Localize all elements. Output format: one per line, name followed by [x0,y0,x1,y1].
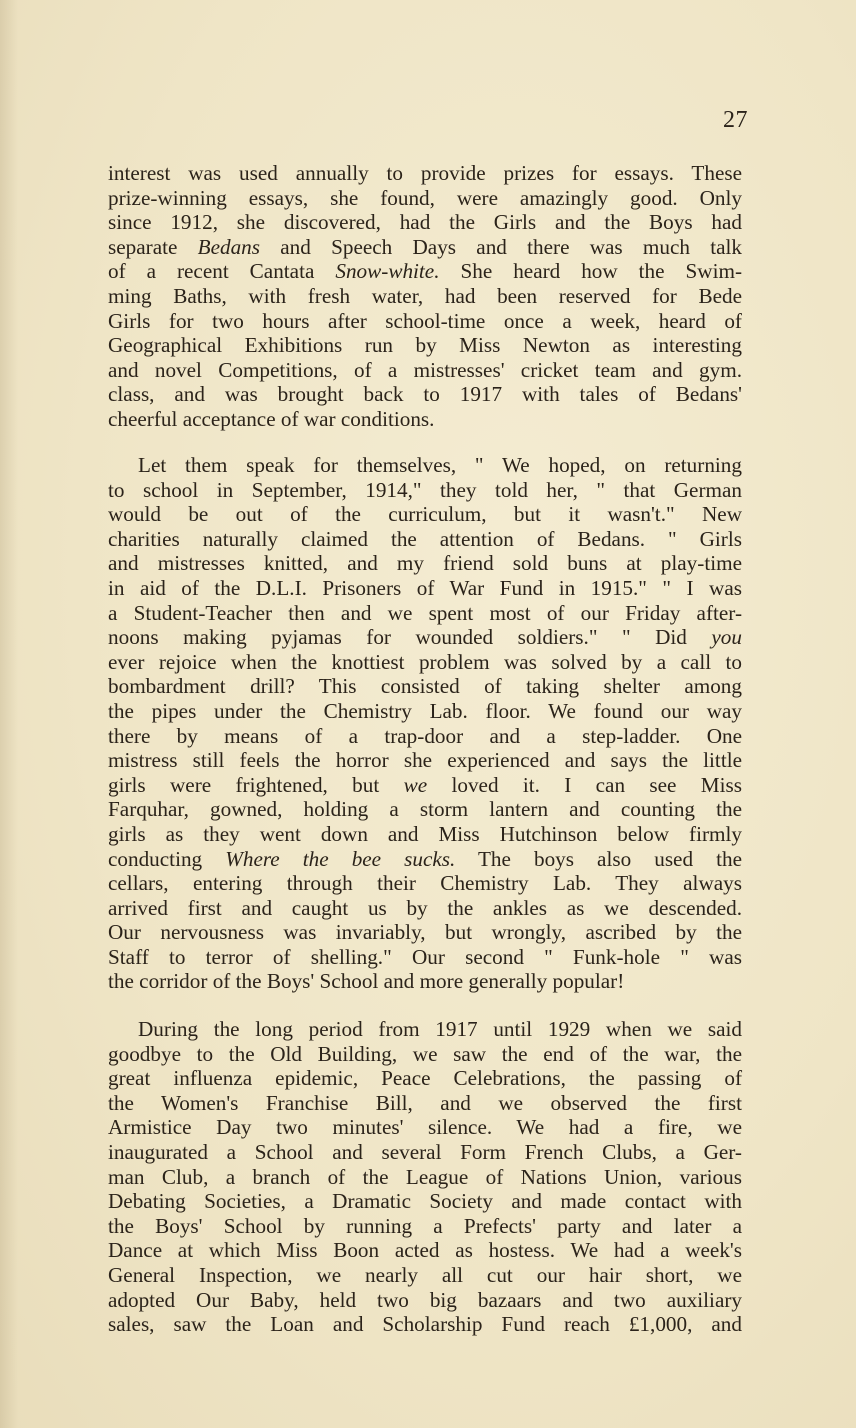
text-line: man Club, a branch of the League of Nations Union, various [108,1164,742,1189]
text-line: would be out of the curriculum, but it wasn't." New [108,502,742,527]
text-line: Geographical Exhibitions run by Miss Newton as interesting [108,333,742,358]
text-line: and mistresses knitted, and my friend sold buns at play-time [108,551,742,576]
text-segment: separate [108,234,198,259]
text-line: ever rejoice when the knottiest problem was solved by a call to [108,649,742,674]
text-segment: loved it. I can see Miss [427,772,742,797]
text-line: adopted Our Baby, held two big bazaars and two auxiliary [108,1287,742,1312]
text-line: During the long period from 1917 until 1929 when we said [138,1017,742,1041]
text-segment: noons making pyjamas for wounded soldiers." " Did [108,625,712,650]
text-line: Girls for two hours after school-time once a week, heard of [108,308,742,333]
text-segment: The boys also used the [455,846,742,871]
text-segment: girls were frightened, but [108,772,404,797]
text-line: ming Baths, with fresh water, had been reserved for Bede [108,283,742,308]
italic-text: Snow-white. [335,259,440,284]
text-line: there by means of a trap-door and a step-ladder. One [108,723,742,748]
page-number: 27 [723,107,748,133]
italic-text: Bedans [197,234,261,259]
paragraph-2 [108,453,742,994]
text-line: goodbye to the Old Building, we saw the end of the war, the [108,1041,742,1066]
text-line: girls as they went down and Miss Hutchinson below firmly [108,821,742,846]
italic-text: Where the bee sucks. [225,846,456,871]
text-line: great influenza epidemic, Peace Celebrations, the passing of [108,1066,742,1091]
text-line: class, and was brought back to 1917 with tales of Bedans' [108,382,742,407]
text-line: cellars, entering through their Chemistry Lab. They always [108,871,742,896]
italic-text: you [711,625,742,650]
text-line [108,773,742,798]
text-segment: of a recent Cantata [108,259,336,284]
text-line: inaugurated a School and several Form French Clubs, a Ger- [108,1139,742,1164]
text-line: Our nervousness was invariably, but wrongly, ascribed by the [108,920,742,945]
paragraph-3 [108,1017,742,1337]
text-line: in aid of the D.L.I. Prisoners of War Fund in 1915." " I was [108,575,742,600]
text-segment: conducting [108,846,226,871]
text-line [108,625,742,650]
text-line [108,235,742,260]
text-line: interest was used annually to provide prizes for essays. These [108,161,742,185]
text-line: bombardment drill? This consisted of taking shelter among [108,674,742,699]
text-line [108,259,742,284]
text-line: prize-winning essays, she found, were amazingly good. Only [108,185,742,210]
text-line: the corridor of the Boys' School and more generally popular! [108,969,625,994]
text-line: Dance at which Miss Boon acted as hostess. We had a week's [108,1238,742,1263]
text-line: charities naturally claimed the attention of Bedans. " Girls [108,526,742,551]
text-line: cheerful acceptance of war conditions. [108,406,435,431]
text-segment: She heard how the Swim- [439,259,743,284]
italic-text: we [403,772,428,797]
text-line: and novel Competitions, of a mistresses' cricket team and gym. [108,357,742,382]
text-line: Armistice Day two minutes' silence. We had a fire, we [108,1115,742,1140]
text-line: Staff to terror of shelling." Our second " Funk-hole " was [108,944,742,969]
text-line: mistress still feels the horror she experienced and says the little [108,748,742,773]
paragraph-1 [108,161,742,432]
text-line: the Women's Franchise Bill, and we observed the first [108,1090,742,1115]
text-line: to school in September, 1914," they told her, " that German [108,477,742,502]
text-line [108,847,742,872]
text-line: Farquhar, gowned, holding a storm lantern and counting the [108,797,742,822]
text-line: since 1912, she discovered, had the Girls and the Boys had [108,210,742,235]
text-line: Let them speak for themselves, " We hoped, on returning [138,453,742,477]
text-line: Debating Societies, a Dramatic Society and made contact with [108,1189,742,1214]
text-line: arrived first and caught us by the ankles as we descended. [108,895,742,920]
text-line: a Student-Teacher then and we spent most of our Friday after- [108,600,742,625]
text-line: the pipes under the Chemistry Lab. floor. We found our way [108,698,742,723]
text-line: General Inspection, we nearly all cut our hair short, we [108,1262,742,1287]
text-line: the Boys' School by running a Prefects' party and later a [108,1213,742,1238]
text-segment: and Speech Days and there was much talk [260,234,742,259]
text-line: sales, saw the Loan and Scholarship Fund reach £1,000, and [108,1312,742,1337]
